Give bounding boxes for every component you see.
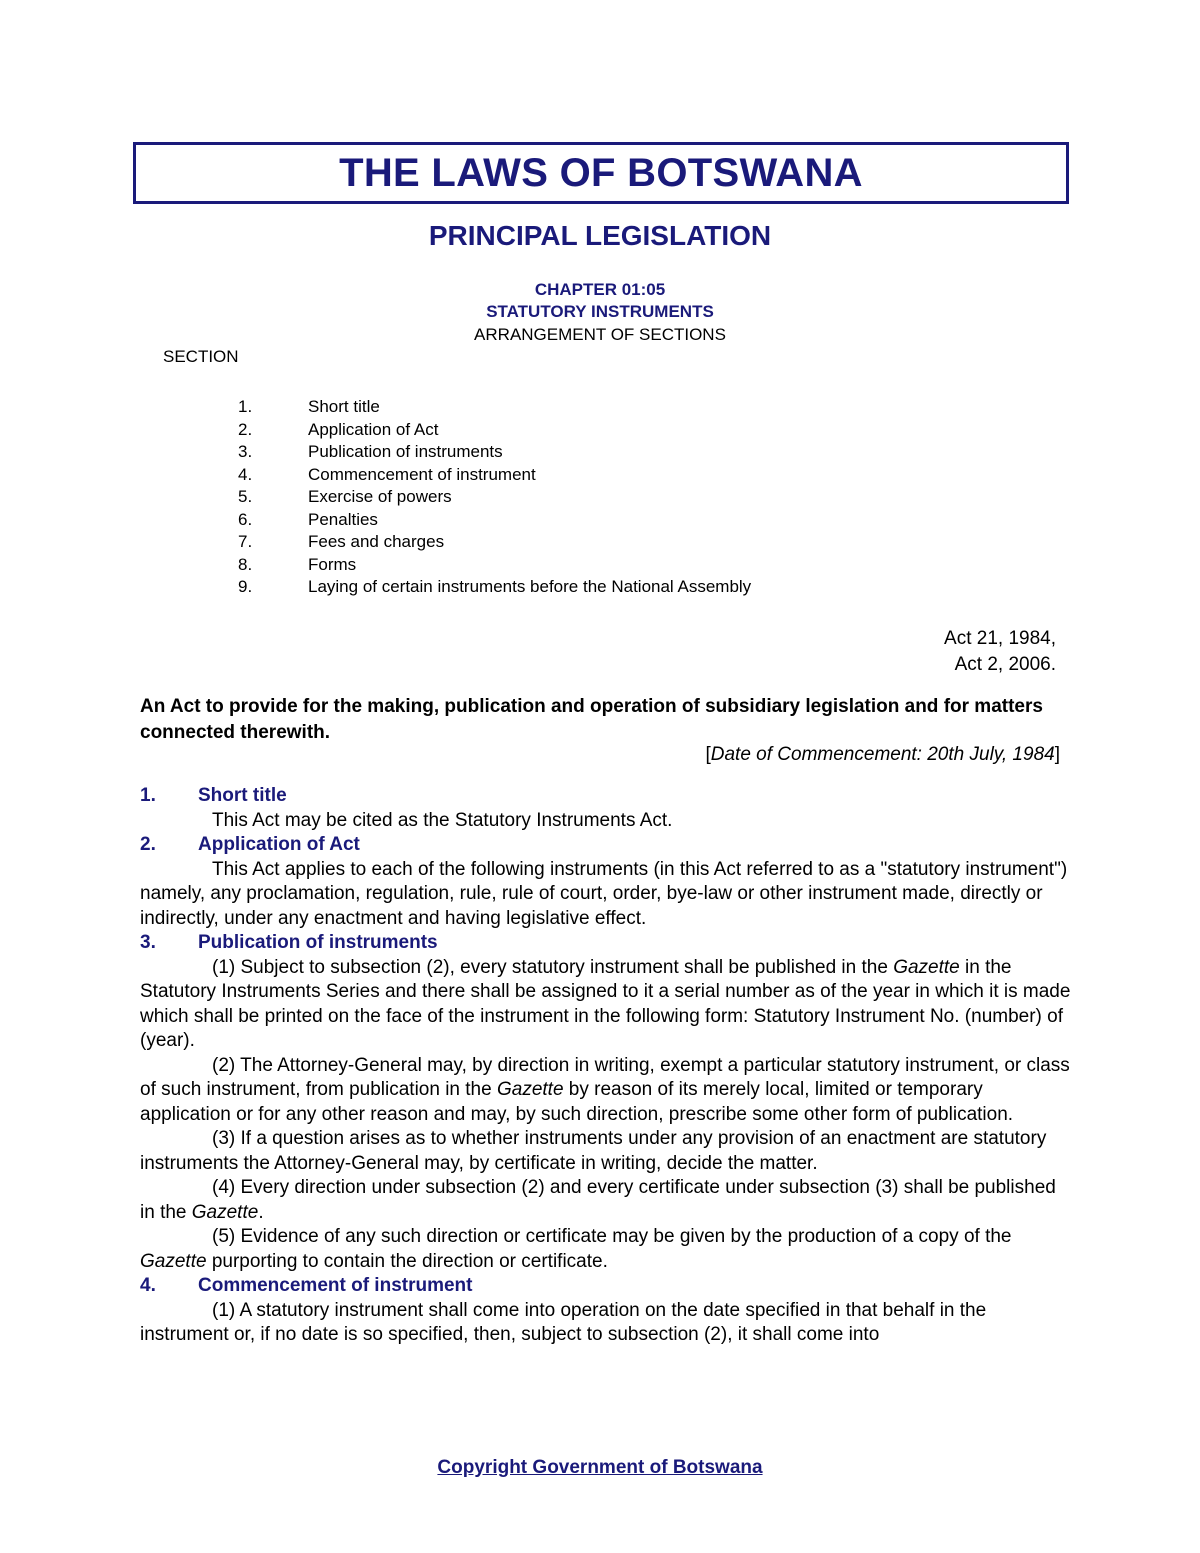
section-title: Short title [198,785,287,806]
bracket-open: [ [705,744,711,765]
toc-item-number: 3. [238,442,253,461]
toc-item [238,486,751,509]
toc-item-label: Fees and charges [308,532,445,551]
bracket-close: ] [1054,744,1060,765]
toc-item [238,396,751,419]
toc-item [238,576,751,599]
subsection-text: (5) Evidence of any such direction or certificate may be given by the production of a copy of the Gazette purporting to contain the direction or certificate. [140,1226,1012,1272]
section-number: 1. [140,785,156,806]
toc-item-number: 7. [238,532,253,551]
table-of-contents [238,396,751,599]
gazette-italic: Gazette [140,1250,207,1272]
toc-item-number: 4. [238,464,253,484]
section-label: SECTION [163,347,239,366]
section-heading [140,1274,1075,1299]
toc-item [238,531,751,554]
title-box [133,142,1069,204]
subsection-text: (1) A statutory instrument shall come into operation on the date specified in that behalf in the instrument or, if no date is so specified, then, subject to subsection (2), it shall come into [140,1299,987,1345]
section-text: This Act may be cited as the Statutory Instruments Act. [212,809,673,831]
act-references [944,626,1056,678]
commencement-text: Date of Commencement: 20th July, 1984 [710,744,1055,765]
toc-item-number: 8. [238,554,253,574]
gazette-italic: Gazette [191,1201,259,1223]
gazette-italic: Gazette [496,1079,564,1100]
section-title: Application of Act [198,834,360,855]
toc-item-label: Application of Act [308,419,439,439]
subsection-text: (2) The Attorney-General may, by direction in writing, exempt a particular statutory instrument, or class of such instrument, from publication in the Gazette by reason of its merely local, limited or temporary application or for any other reason and may, by such direction, prescribe some other form of publication. [140,1054,1070,1125]
commencement-date [705,744,1060,766]
section-heading [140,784,1075,809]
section-number: 2. [140,834,156,855]
document-title: THE LAWS OF BOTSWANA [339,150,863,195]
toc-item-label: Laying of certain instruments before the National Assembly [308,577,752,596]
toc-item-label: Short title [308,397,380,416]
section-heading [140,931,1075,956]
principal-legislation-heading: PRINCIPAL LEGISLATION [428,220,772,251]
section-title: Publication of instruments [198,932,438,953]
arrangement-heading: ARRANGEMENT OF SECTIONS [474,325,726,344]
toc-item [238,464,751,487]
toc-item-label: Penalties [308,509,378,529]
toc-item-number: 9. [238,577,253,596]
subsection-text: (4) Every direction under subsection (2) and every certificate under subsection (3) shall be published in the Gazette. [140,1177,1056,1223]
act-reference: Act 2, 2006. [954,654,1056,675]
section-number: 3. [140,932,156,953]
toc-item [238,554,751,577]
toc-item [238,441,751,464]
section-title: Commencement of instrument [198,1275,473,1296]
gazette-italic: Gazette [893,956,960,978]
chapter-title: STATUTORY INSTRUMENTS [486,302,714,321]
toc-item-label: Forms [308,554,357,574]
section-text: This Act applies to each of the following instruments (in this Act referred to as a "statutory instrument") namely, any proclamation, regulation, rule, rule of court, order, bye-law or other instrument made, directly or indirectly, under any enactment and having legislative effect. [140,858,1068,929]
toc-item-label: Publication of instruments [308,442,503,461]
toc-item-number: 2. [238,419,253,439]
toc-item [238,509,751,532]
toc-item-number: 1. [238,397,253,416]
section-heading [140,833,1075,858]
toc-item [238,419,751,442]
act-reference: Act 21, 1984, [944,628,1056,649]
toc-item-label: Commencement of instrument [308,464,536,484]
footer [0,1457,1200,1479]
subsection-text: (1) Subject to subsection (2), every statutory instrument shall be published in the Gazette in the Statutory Instruments Series and there shall be assigned to it a serial number as of the year in which it is made which shall be printed on the face of the instrument in the following form: Statutory Instrument No. (number) of (year). [140,956,1071,1051]
toc-item-number: 5. [238,487,253,506]
document-body [140,784,1075,1348]
subsection-text: (3) If a question arises as to whether instruments under any provision of an enactment are statutory instruments the Attorney-General may, by certificate in writing, decide the matter. [140,1128,1047,1174]
long-title: An Act to provide for the making, publication and operation of subsidiary legislation and for matters connected therewith. [140,696,1043,743]
chapter-number: CHAPTER 01:05 [534,280,666,299]
toc-item-label: Exercise of powers [308,487,452,506]
section-number: 4. [140,1275,156,1296]
toc-item-number: 6. [238,509,253,529]
copyright-link[interactable]: Copyright Government of Botswana [437,1457,763,1478]
